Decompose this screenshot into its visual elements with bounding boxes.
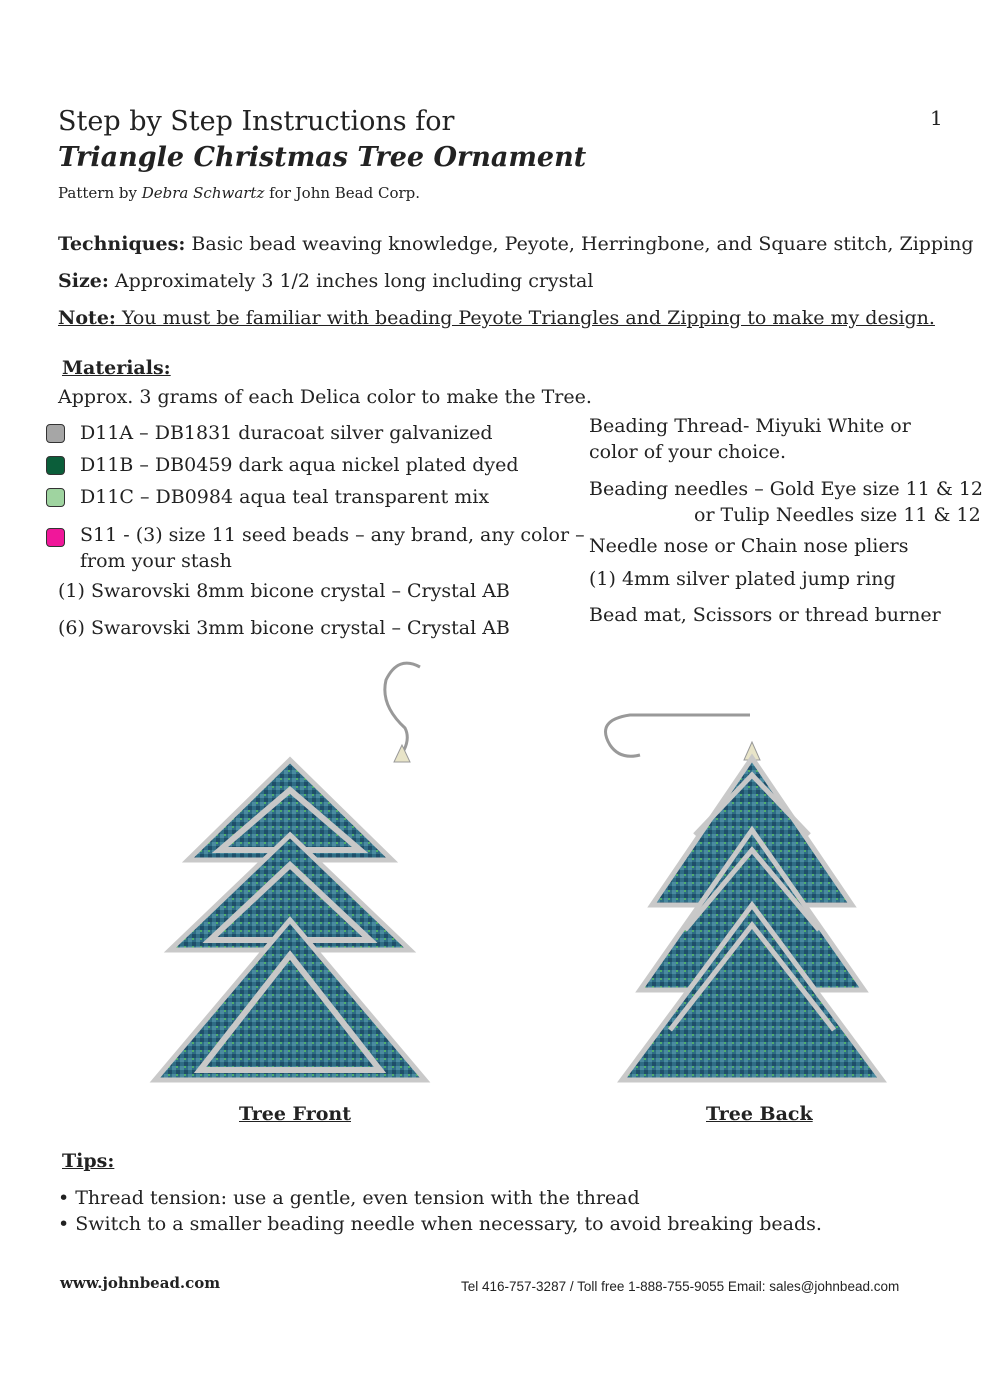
byline — [58, 184, 420, 202]
tips-heading: Tips: — [62, 1150, 115, 1172]
materials-heading: Materials: — [62, 357, 171, 379]
swatch-s11 — [46, 528, 65, 547]
tree-front-photo — [140, 650, 440, 1100]
crystal-3mm: (6) Swarovski 3mm bicone crystal – Crystal AB — [58, 617, 510, 639]
website-link[interactable]: www.johnbead.com — [60, 1274, 221, 1292]
thread-line-1: Beading Thread- Miyuki White or — [589, 415, 911, 437]
note-text: You must be familiar with beading Peyote Triangles and Zipping to make my design. — [115, 307, 935, 329]
title-line-2: Triangle Christmas Tree Ornament — [58, 142, 587, 173]
bead-s11-cont: from your stash — [80, 550, 232, 572]
tip-item: • Switch to a smaller beading needle when necessary, to avoid breaking beads. — [58, 1213, 822, 1235]
bead-mat-line: Bead mat, Scissors or thread burner — [589, 604, 941, 626]
size-label: Size: — [58, 270, 109, 292]
bead-s11: S11 - (3) size 11 seed beads – any brand, any color – — [80, 524, 585, 546]
tree-back-photo — [600, 650, 900, 1100]
swatch-d11c — [46, 488, 65, 507]
tip-item: • Thread tension: use a gentle, even tension with the thread — [58, 1187, 640, 1209]
swatch-d11b — [46, 456, 65, 475]
contact-info: Tel 416-757-3287 / Toll free 1-888-755-9055 Email: sales@johnbead.com — [461, 1279, 900, 1294]
pliers-line: Needle nose or Chain nose pliers — [589, 535, 909, 557]
page-number: 1 — [930, 106, 943, 130]
byline-suffix: for John Bead Corp. — [264, 184, 421, 202]
byline-author: Debra Schwartz — [141, 184, 265, 202]
needles-line-2: or Tulip Needles size 11 & 12 — [694, 504, 981, 526]
size-text: Approximately 3 1/2 inches long including crystal — [108, 270, 594, 292]
note-label: Note: — [58, 307, 116, 329]
needles-line-1: Beading needles – Gold Eye size 11 & 12 — [589, 478, 983, 500]
swatch-d11a — [46, 424, 65, 443]
crystal-8mm: (1) Swarovski 8mm bicone crystal – Crystal AB — [58, 580, 510, 602]
size-line — [58, 270, 593, 292]
bead-d11b: D11B – DB0459 dark aqua nickel plated dyed — [80, 454, 519, 476]
title-line-1: Step by Step Instructions for — [58, 106, 455, 137]
jump-ring-line: (1) 4mm silver plated jump ring — [589, 568, 896, 590]
techniques-text: Basic bead weaving knowledge, Peyote, Herringbone, and Square stitch, Zipping — [185, 233, 974, 255]
tree-front-caption: Tree Front — [239, 1103, 351, 1125]
thread-line-2: color of your choice. — [589, 441, 787, 463]
techniques-line — [58, 233, 974, 255]
materials-intro: Approx. 3 grams of each Delica color to make the Tree. — [58, 386, 592, 408]
note-line — [58, 307, 935, 329]
byline-prefix: Pattern by — [58, 184, 142, 202]
techniques-label: Techniques: — [58, 233, 186, 255]
bead-d11a: D11A – DB1831 duracoat silver galvanized — [80, 422, 493, 444]
tree-back-caption: Tree Back — [706, 1103, 813, 1125]
bead-d11c: D11C – DB0984 aqua teal transparent mix — [80, 486, 490, 508]
